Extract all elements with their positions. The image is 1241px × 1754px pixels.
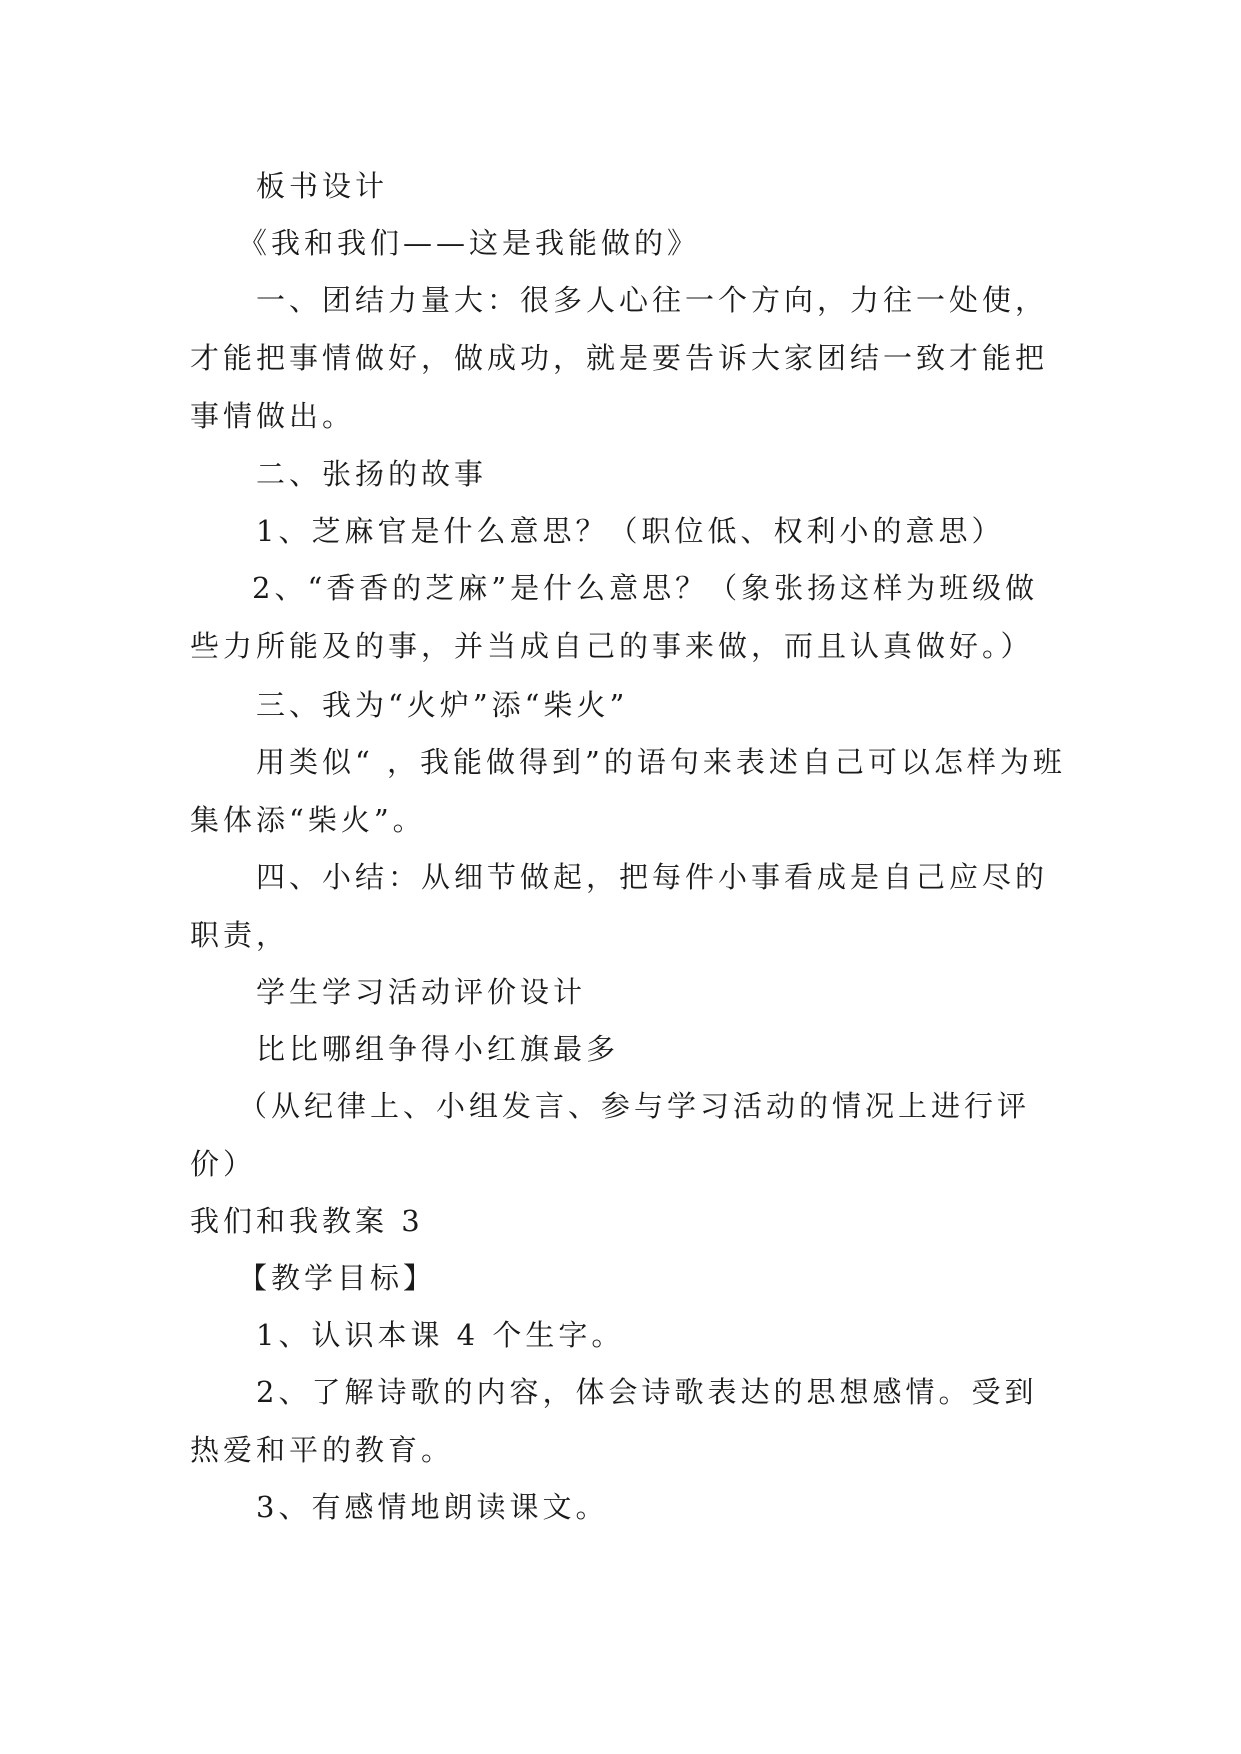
paragraph-lesson-title: 《我和我们——这是我能做的》	[238, 226, 701, 260]
paragraph-item-2: 2、“香香的芝麻”是什么意思？（象张扬这样为班级做些力所能及的事，并当成自己的事来做，而且认真做好。）	[190, 571, 1039, 663]
paragraph-item-1: 1、芝麻官是什么意思？（职位低、权利小的意思）	[256, 514, 1005, 548]
paragraph-section-two: 二、张扬的故事	[256, 457, 488, 491]
paragraph-lesson-plan-3: 我们和我教案 3	[190, 1204, 424, 1238]
paragraph-goal-3: 3、有感情地朗读课文。	[256, 1490, 609, 1524]
paragraph-section-one: 一、团结力量大：很多人心往一个方向，力往一处使，才能把事情做好，做成功，就是要告诉大家团结一致才能把事情做出。	[190, 283, 1049, 433]
paragraph-evaluation-note: （从纪律上、小组发言、参与学习活动的情况上进行评价）	[190, 1089, 1031, 1181]
paragraph-board-design: 板书设计	[256, 169, 389, 203]
paragraph-section-three: 三、我为“火炉”添“柴火”	[256, 688, 629, 722]
paragraph-section-four: 四、小结：从细节做起，把每件小事看成是自己应尽的职责，	[190, 860, 1049, 952]
paragraph-goal-1: 1、认识本课 4 个生字。	[256, 1318, 625, 1352]
paragraph-teaching-goals: 【教学目标】	[238, 1261, 437, 1295]
paragraph-red-flag: 比比哪组争得小红旗最多	[256, 1032, 620, 1066]
paragraph-similar-phrase: 用类似“ ，我能做得到”的语句来表述自己可以怎样为班集体添“柴火”。	[190, 745, 1066, 837]
paragraph-goal-2: 2、了解诗歌的内容，体会诗歌表达的思想感情。受到热爱和平的教育。	[190, 1375, 1038, 1467]
paragraph-evaluation-design: 学生学习活动评价设计	[256, 975, 587, 1009]
